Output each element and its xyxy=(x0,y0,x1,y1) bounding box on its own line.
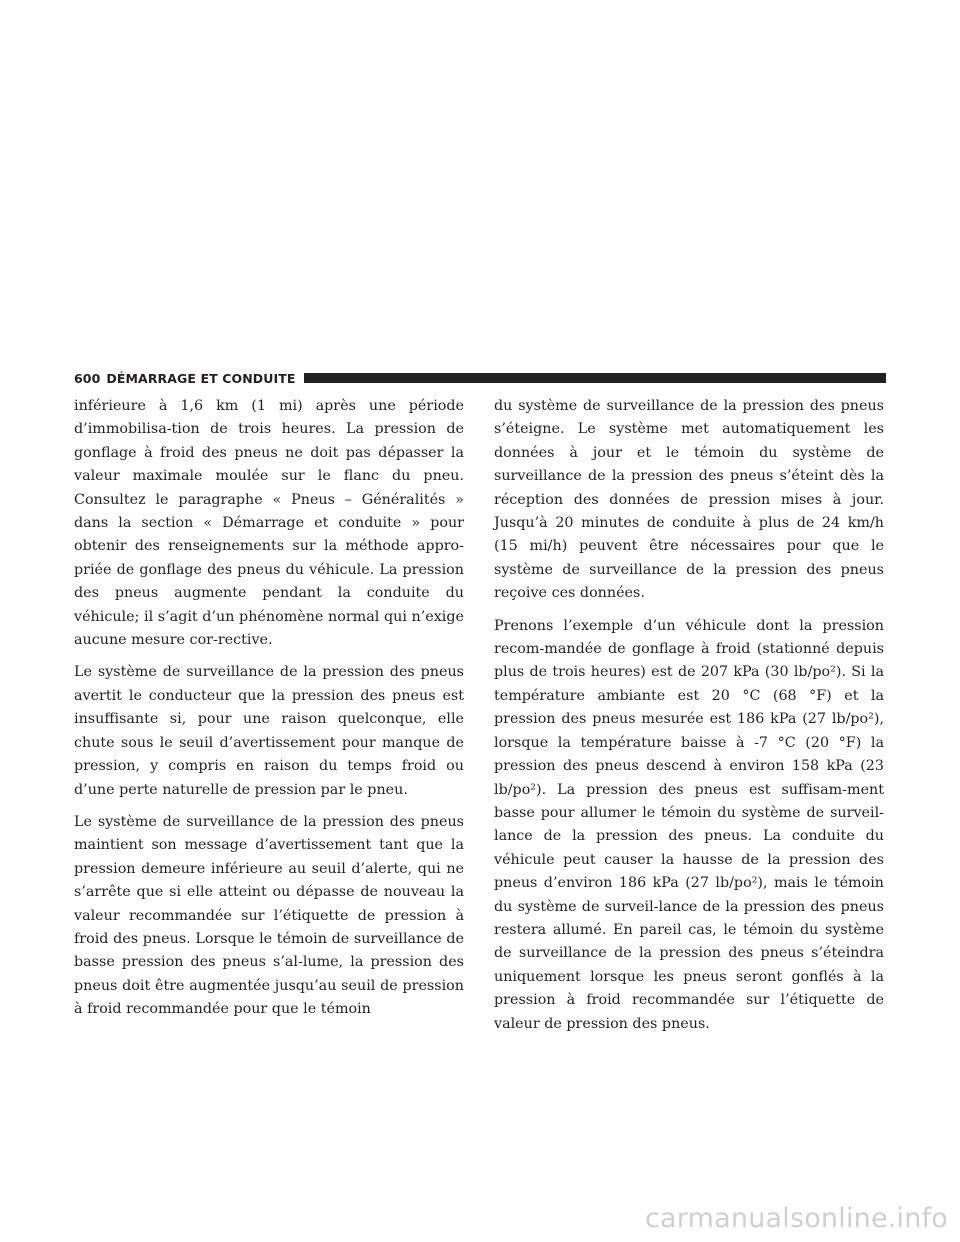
paragraph: Prenons l’exemple d’un véhicule dont la pression recom-mandée de gonflage à froid (stationné depuis plus de trois heures) est de 207 kPa (30 lb/po²). Si la température ambiante est 20 °C (68 °F) et la pression des pneus mesurée est 186 kPa (27 lb/po²), lorsque la température baisse à -7 °C (20 °F) la pression des pneus descend à environ 158 kPa (23 lb/po²). La pression des pneus est suffisam-ment basse pour allumer le témoin du système de surveil-lance de la pression des pneus. La conduite du véhicule peut causer la hausse de la pression des pneus d’environ 186 kPa (27 lb/po²), mais le témoin du système de surveil-lance de la pression des pneus restera allumé. En pareil cas, le témoin du système de surveillance de la pression des pneus s’éteindra uniquement lorsque les pneus seront gonflés à la pression à froid recommandée sur l’étiquette de valeur de pression des pneus. xyxy=(494,617,884,1032)
paragraph: inférieure à 1,6 km (1 mi) après une période d’immobilisa-tion de trois heures. La pression de gonflage à froid des pneus ne doit pas dépasser la valeur maximale moulée sur le flanc du pneu. Consultez le paragraphe « Pneus – Généralités » dans la section « Démarrage et conduite » pour obtenir des renseignements sur la méthode appro-priée de gonflage des pneus du véhicule. La pression des pneus augmente pendant la conduite du véhicule; il s’agit d’un phénomène normal qui n’exige aucune mesure cor-rective. xyxy=(74,398,464,649)
header-rule xyxy=(304,373,886,383)
watermark: carmanualsonline.info xyxy=(645,1203,948,1234)
page-header xyxy=(74,368,886,388)
paragraph: du système de surveillance de la pression des pneus s’éteigne. Le système met automatiquement les données à jour et le témoin du système de surveillance de la pression des pneus s’éteint dès la réception des données de pression mises à jour. Jusqu’à 20 minutes de conduite à plus de 24 km/h (15 mi/h) peuvent être nécessaires pour que le système de surveillance de la pression des pneus reçoive ces données. xyxy=(494,398,884,602)
paragraph: Le système de surveillance de la pression des pneus avertit le conducteur que la pression des pneus est insuffisante si, pour une raison quelconque, elle chute sous le seuil d’avertissement pour manque de pression, y compris en raison du temps froid ou d’une perte naturelle de pression par le pneu. xyxy=(74,664,464,798)
section-title: DÉMARRAGE ET CONDUITE xyxy=(106,370,296,386)
paragraph: Le système de surveillance de la pression des pneus maintient son message d’avertissement tant que la pression demeure inférieure au seuil d’alerte, qui ne s’arrête que si elle atteint ou dépasse de nouveau la valeur recommandée sur l’étiquette de pression à froid des pneus. Lorsque le témoin de surveillance de basse pression des pneus s’al-lume, la pression des pneus doit être augmentée jusqu’au seuil de pression à froid recommandée pour que le témoin xyxy=(74,813,464,1018)
right-column xyxy=(494,395,884,1045)
page-number: 600 xyxy=(74,370,101,386)
left-column xyxy=(74,395,464,1031)
